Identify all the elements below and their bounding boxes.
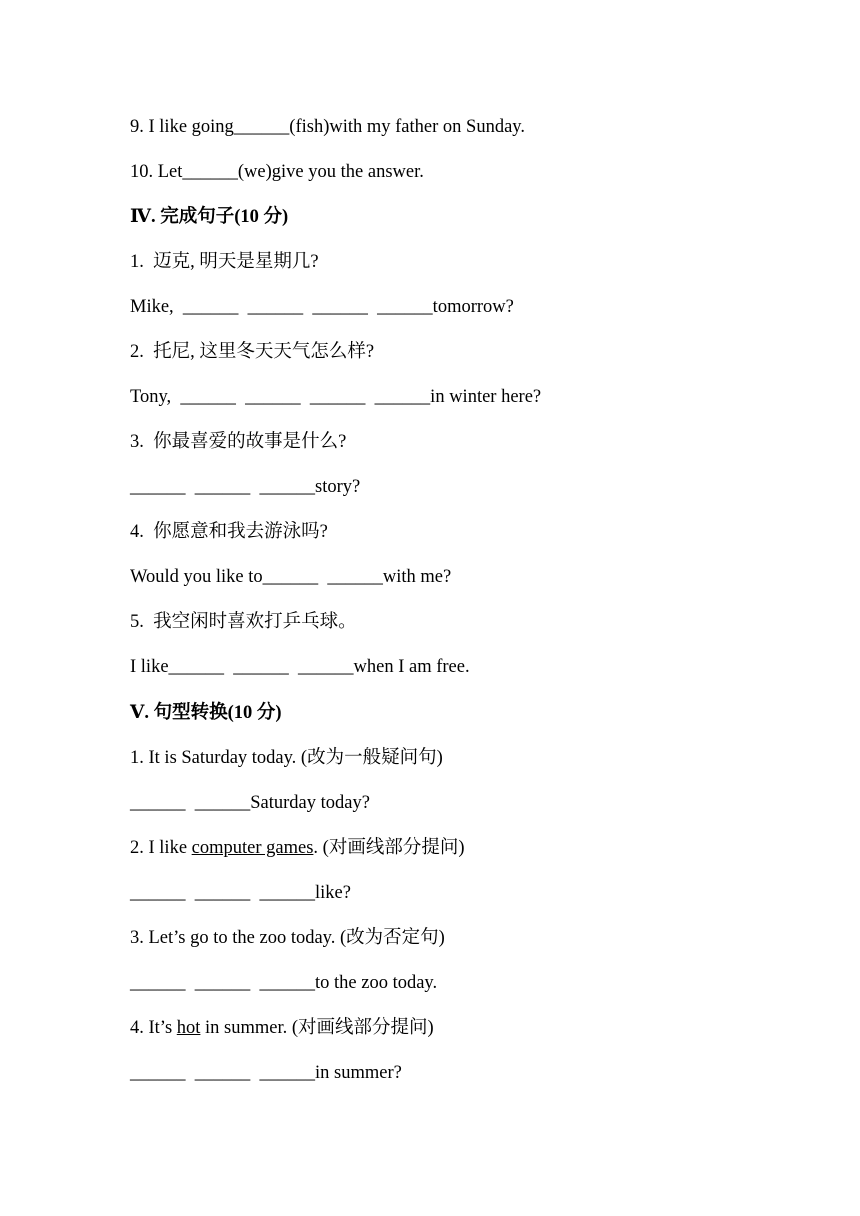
transform-4-text-after: in summer. (对画线部分提问) <box>200 1018 434 1038</box>
underlined-word: hot <box>176 1018 201 1038</box>
sentence-4-english: Would you like to______ ______with me? <box>130 567 452 587</box>
transform-4-answer: ______ ______ ______in summer? <box>130 1063 402 1083</box>
transform-2-text-after: . (对画线部分提问) <box>313 838 465 858</box>
section-4-heading: Ⅳ. 完成句子(10 分) <box>130 207 289 227</box>
transform-3-answer: ______ ______ ______to the zoo today. <box>130 973 438 993</box>
transform-2-question <box>130 836 464 860</box>
sentence-5-english: I like______ ______ ______when I am free. <box>130 657 470 677</box>
transform-4-text-before: 4. It’s <box>130 1018 177 1038</box>
transform-1-answer: ______ ______Saturday today? <box>130 793 370 813</box>
underlined-phrase: computer games <box>191 838 314 858</box>
sentence-1-english: Mike, ______ ______ ______ ______tomorrow? <box>130 297 514 317</box>
transform-2-answer: ______ ______ ______like? <box>130 883 351 903</box>
transform-4-question <box>130 1016 434 1040</box>
transform-2-text-before: 2. I like <box>130 838 192 858</box>
sentence-5-chinese: 5. 我空闲时喜欢打乒乓球。 <box>130 612 357 632</box>
sentence-1-chinese: 1. 迈克, 明天是星期几? <box>130 252 319 272</box>
section-5-heading: Ⅴ. 句型转换(10 分) <box>130 703 282 723</box>
transform-1-question: 1. It is Saturday today. (改为一般疑问句) <box>130 748 443 768</box>
sentence-2-english: Tony, ______ ______ ______ ______in winter here? <box>130 387 542 407</box>
sentence-2-chinese: 2. 托尼, 这里冬天天气怎么样? <box>130 342 375 362</box>
sentence-4-chinese: 4. 你愿意和我去游泳吗? <box>130 522 328 542</box>
sentence-3-english: ______ ______ ______story? <box>130 477 361 497</box>
question-9: 9. I like going______(fish)with my father on Sunday. <box>130 117 525 137</box>
sentence-3-chinese: 3. 你最喜爱的故事是什么? <box>130 432 347 452</box>
transform-3-question: 3. Let’s go to the zoo today. (改为否定句) <box>130 928 445 948</box>
question-10: 10. Let______(we)give you the answer. <box>130 162 424 182</box>
